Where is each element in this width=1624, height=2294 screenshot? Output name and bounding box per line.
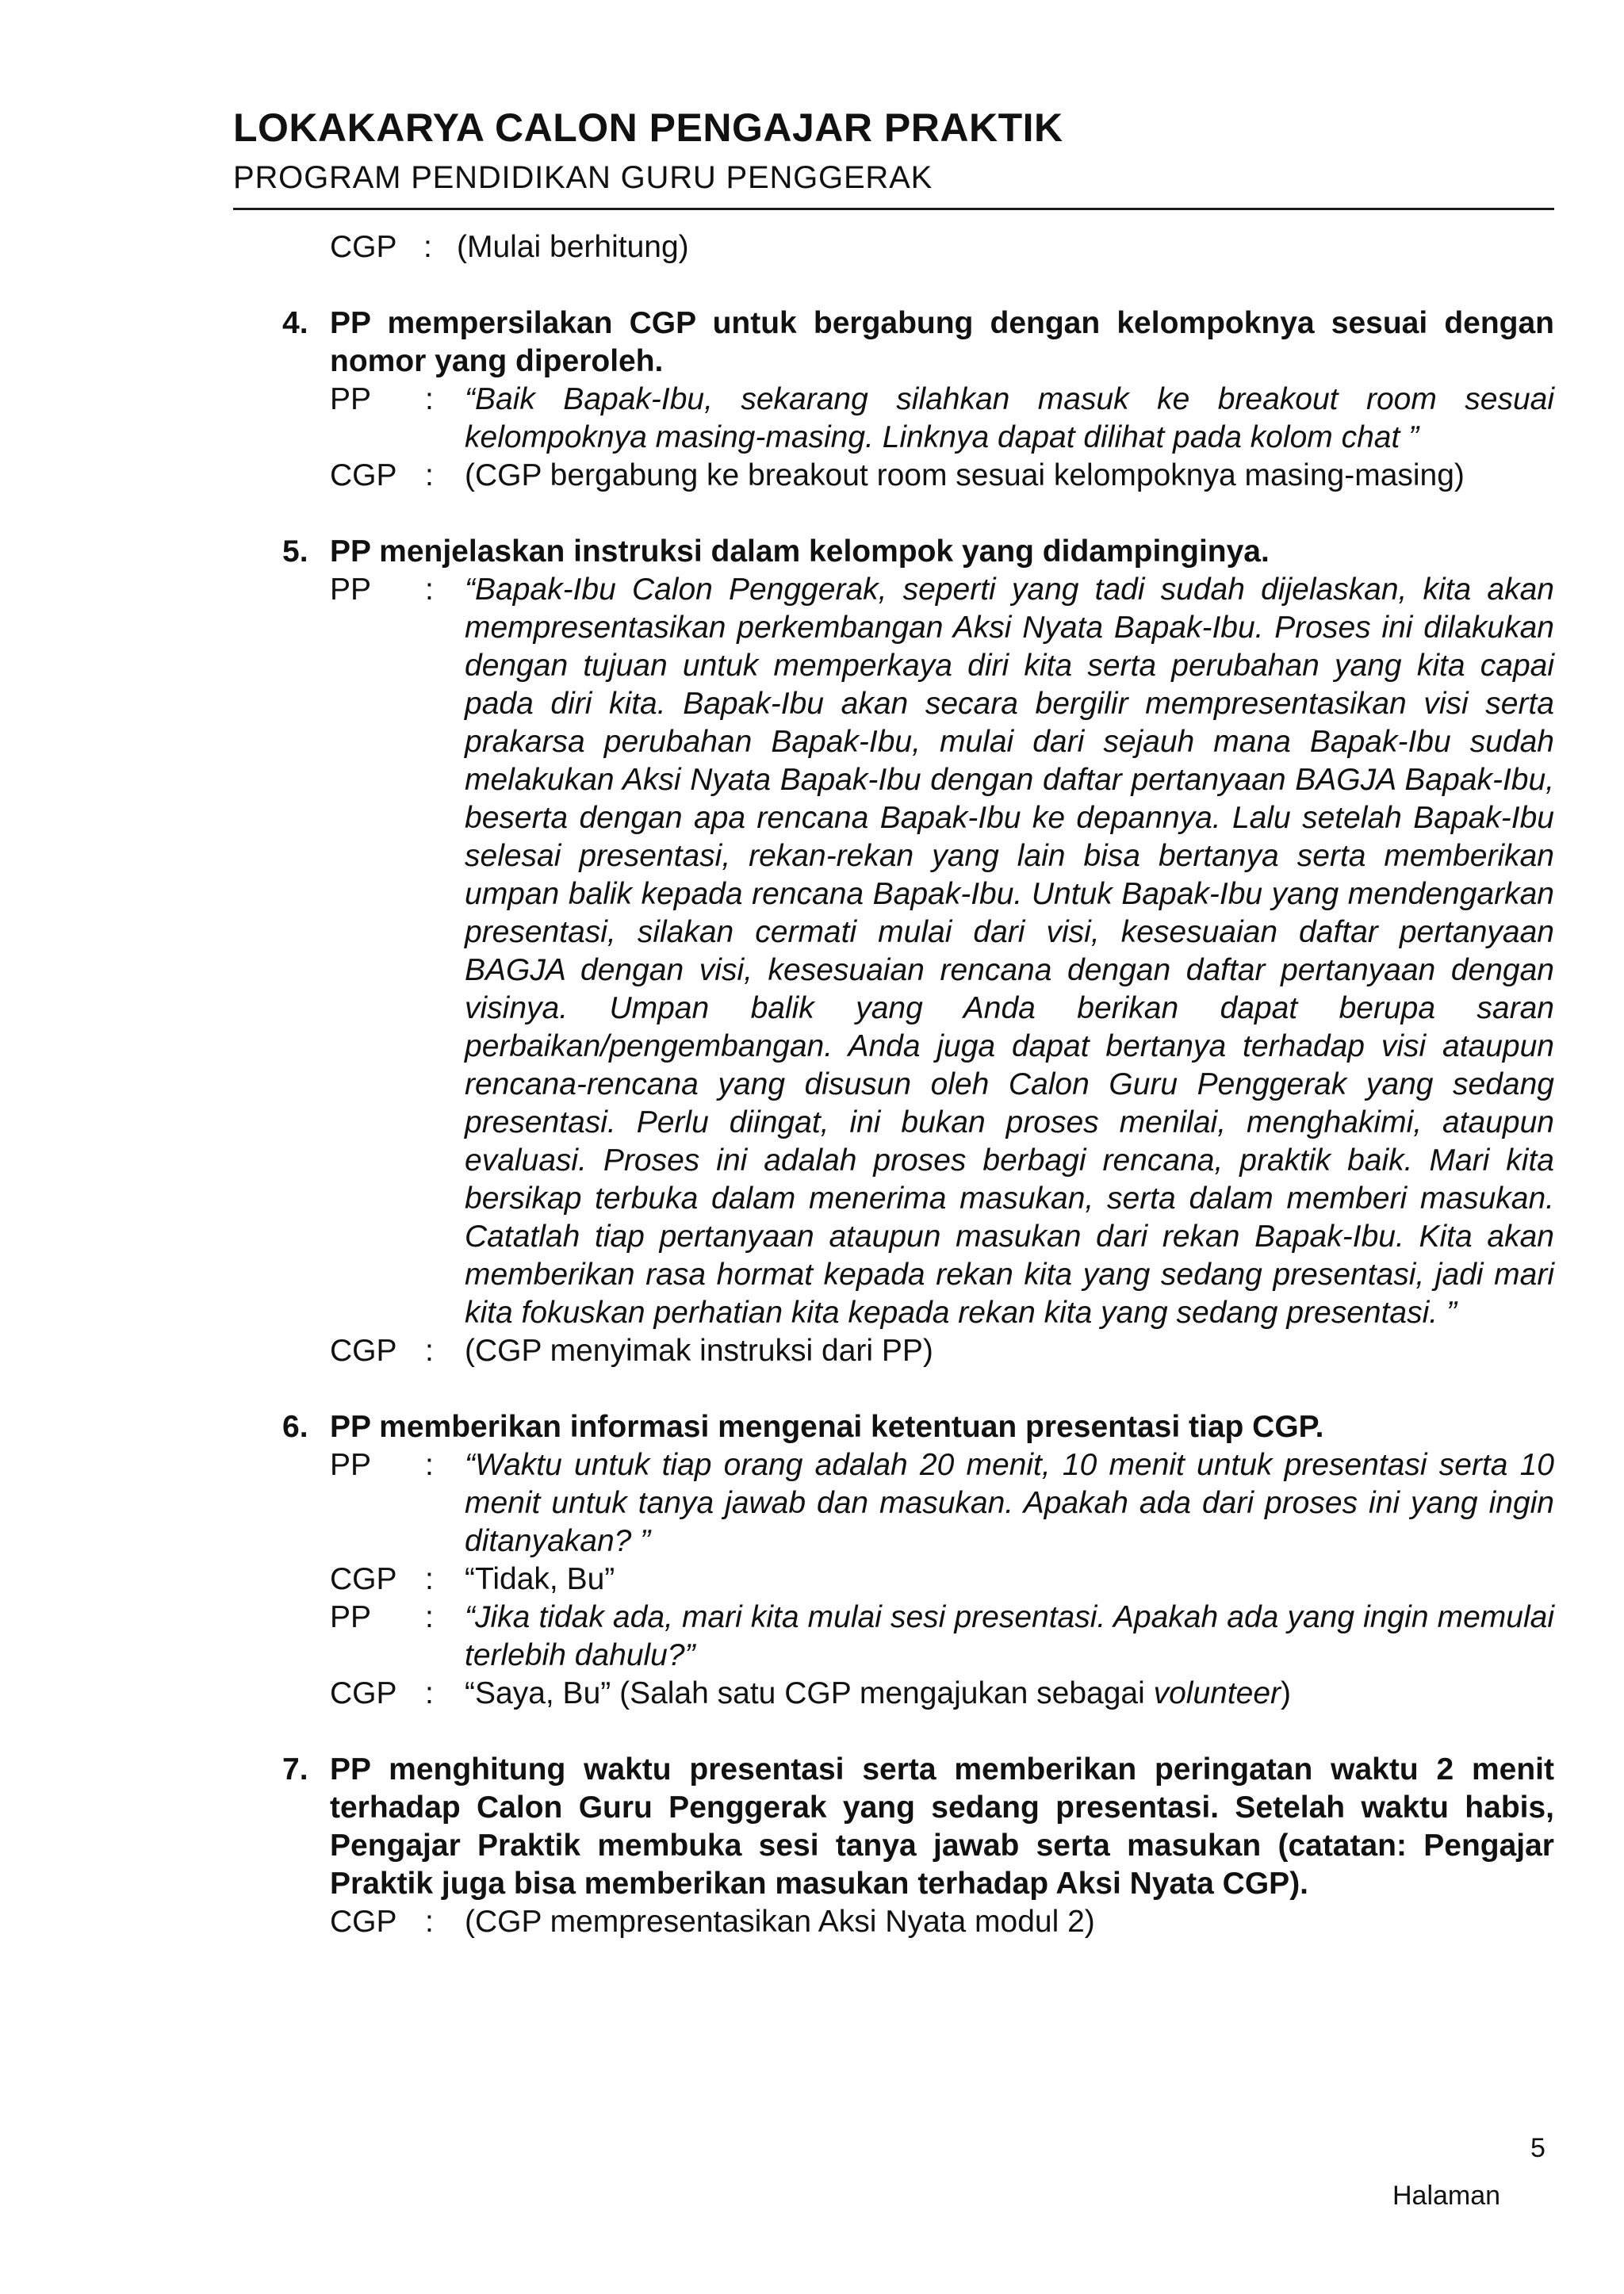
speaker-label: PP	[330, 1448, 372, 1482]
dialogue-text: “Baik Bapak-Ibu, sekarang silahkan masuk ke breakout room sesuai kelompoknya masing-masing. Linknya dapat dilihat pada kolom chat ”	[465, 382, 1554, 454]
dialogue-text: “Jika tidak ada, mari kita mulai sesi presentasi. Apakah ada yang ingin memulai terlebih dahulu?”	[465, 1600, 1554, 1672]
dialogue-text: “Tidak, Bu”	[465, 1562, 615, 1596]
speaker-label: CGP	[330, 1905, 397, 1939]
document-subtitle: PROGRAM PENDIDIKAN GURU PENGGERAK	[233, 160, 933, 195]
dialogue-text-italic: volunteer	[1153, 1676, 1281, 1710]
dialogue-line	[330, 381, 1554, 457]
dialogue-text: “Waktu untuk tiap orang adalah 20 menit, 10 menit untuk presentasi serta 10 menit untuk tanya jawab dan masukan. Apakah ada dari proses ini yang ingin ditanyakan? ”	[465, 1448, 1554, 1558]
speaker-label: CGP	[330, 458, 397, 492]
step-6	[282, 1408, 1554, 1446]
page-label: Halaman	[1392, 2181, 1501, 2211]
step-number: 4.	[282, 306, 308, 340]
colon: :	[425, 458, 434, 492]
dialogue-text: “Bapak-Ibu Calon Penggerak, seperti yang tadi sudah dijelaskan, kita akan mempresentasikan perkembangan Aksi Nyata Bapak-Ibu. Proses ini dilakukan dengan tujuan untuk memperkaya diri kita serta perubahan yang kita capai pada diri kita. Bapak-Ibu akan secara bergilir mempresentasikan visi serta prakarsa perubahan Bapak-Ibu, mulai dari sejauh mana Bapak-Ibu sudah melakukan Aksi Nyata Bapak-Ibu dengan daftar pertanyaan BAGJA Bapak-Ibu, beserta dengan apa rencana Bapak-Ibu ke depannya. Lalu setelah Bapak-Ibu selesai presentasi, rekan-rekan yang lain bisa bertanya serta memberikan umpan balik kepada rencana Bapak-Ibu. Untuk Bapak-Ibu yang mendengarkan presentasi, silakan cermati mulai dari visi, kesesuaian daftar pertanyaan BAGJA dengan visi, kesesuaian rencana dengan daftar pertanyaan dengan visinya. Umpan balik yang Anda berikan dapat berupa saran perbaikan/pengembangan. Anda juga dapat bertanya terhadap visi ataupun rencana-rencana yang disusun oleh Calon Guru Penggerak yang sedang presentasi. Perlu diingat, ini bukan proses menilai, menghakimi, ataupun evaluasi. Proses ini adalah proses berbagi rencana, praktik baik. Mari kita bersikap terbuka dalam menerima masukan, serta dalam memberi masukan. Catatlah tiap pertanyaan ataupun masukan dari rekan Bapak-Ibu. Kita akan memberikan rasa hormat kepada rekan kita yang sedang presentasi, jadi mari kita fokuskan perhatian kita kepada rekan kita yang sedang presentasi. ”	[465, 573, 1554, 1330]
step-number: 6.	[282, 1410, 308, 1444]
colon: :	[425, 1562, 434, 1596]
speaker-label: CGP	[330, 1676, 397, 1710]
step-5	[282, 533, 1554, 571]
dialogue-text: (Mulai berhitung)	[457, 230, 689, 264]
dialogue-text-plain: “Saya, Bu” (Salah satu CGP mengajukan sebagai	[465, 1676, 1154, 1710]
document-title: LOKAKARYA CALON PENGAJAR PRAKTIK	[233, 105, 1063, 150]
step-heading: PP mempersilakan CGP untuk bergabung dengan kelompoknya sesuai dengan nomor yang diperoleh.	[330, 306, 1554, 378]
speaker-label: CGP	[330, 1334, 397, 1368]
speaker-label: CGP	[330, 1562, 397, 1596]
dialogue-text: (CGP bergabung ke breakout room sesuai kelompoknya masing-masing)	[465, 458, 1465, 492]
colon: :	[425, 1905, 434, 1939]
dialogue-text: (CGP mempresentasikan Aksi Nyata modul 2)	[465, 1905, 1095, 1939]
colon: :	[425, 1448, 434, 1482]
dialogue-line	[330, 1446, 1554, 1561]
document-header	[233, 101, 1554, 198]
colon: :	[425, 1334, 434, 1368]
dialogue-line	[330, 1903, 1554, 1941]
step-heading: PP memberikan informasi mengenai ketentuan presentasi tiap CGP.	[330, 1410, 1324, 1444]
dialogue-line	[330, 457, 1554, 495]
dialogue-line	[330, 1332, 1554, 1370]
dialogue-line	[330, 571, 1554, 1332]
dialogue-text-end: )	[1281, 1676, 1292, 1710]
page-number: 5	[1530, 2133, 1545, 2163]
dialogue-text	[465, 1675, 1554, 1713]
step-number: 7.	[282, 1752, 308, 1787]
dialogue-text: (CGP menyimak instruksi dari PP)	[465, 1334, 933, 1368]
step-4	[282, 304, 1554, 381]
step-heading: PP menjelaskan instruksi dalam kelompok yang didampinginya.	[330, 534, 1270, 569]
colon: :	[425, 382, 434, 416]
dialogue-line	[330, 1599, 1554, 1675]
step-number: 5.	[282, 534, 308, 569]
colon: :	[423, 230, 432, 264]
header-divider	[233, 208, 1554, 210]
colon: :	[425, 573, 434, 607]
speaker-label: CGP	[330, 230, 397, 264]
dialogue-line	[330, 1675, 1554, 1713]
speaker-label: PP	[330, 382, 372, 416]
document-body	[0, 228, 1624, 1941]
speaker-label: PP	[330, 1600, 372, 1634]
step-7	[282, 1751, 1554, 1903]
dialogue-line	[330, 1561, 1554, 1599]
dialogue-line	[330, 228, 1554, 266]
speaker-label: PP	[330, 573, 372, 607]
step-heading: PP menghitung waktu presentasi serta memberikan peringatan waktu 2 menit terhadap Calon Guru Penggerak yang sedang presentasi. Setelah waktu habis, Pengajar Praktik membuka sesi tanya jawab serta masukan (catatan: Pengajar Praktik juga bisa memberikan masukan terhadap Aksi Nyata CGP).	[330, 1752, 1554, 1901]
colon: :	[425, 1676, 434, 1710]
colon: :	[425, 1600, 434, 1634]
